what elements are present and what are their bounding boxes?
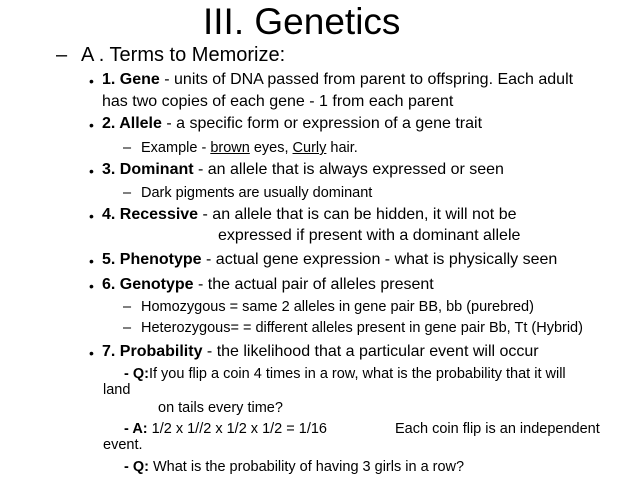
- bullet-genotype: •: [89, 278, 94, 294]
- section-dash: –: [56, 44, 68, 66]
- recessive-def-1: - an allele that is can be hidden, it will not be: [198, 206, 517, 223]
- example-prefix: Example -: [141, 140, 211, 156]
- question-1-text: If you flip a coin 4 times in a row, what is the probability that it will: [148, 366, 566, 382]
- page-title: III. Genetics: [203, 1, 401, 42]
- bullet-allele: •: [89, 117, 94, 133]
- dominant-dash: –: [123, 185, 132, 201]
- heterozygous-dash: –: [123, 320, 132, 336]
- gene-term: 1. Gene: [102, 71, 160, 88]
- genotype-line: [102, 275, 434, 295]
- gene-def-1: - units of DNA passed from parent to offspring. Each adult: [159, 71, 574, 88]
- question-1-line-1: [124, 365, 566, 383]
- answer-1-line-2: event.: [103, 437, 143, 453]
- bullet-dominant: •: [89, 163, 94, 179]
- allele-example: [141, 139, 358, 157]
- dominant-term: 3. Dominant: [102, 161, 194, 178]
- question-2-label: - Q:: [124, 459, 149, 475]
- question-1-label: - Q:: [124, 366, 149, 382]
- phenotype-term: 5. Phenotype: [102, 251, 202, 268]
- allele-line: [102, 114, 482, 134]
- example-suffix: hair.: [326, 140, 358, 156]
- probability-term: 7. Probability: [102, 343, 203, 360]
- answer-1-note: Each coin flip is an independent: [395, 421, 600, 437]
- question-2-text: What is the probability of having 3 girls in a row?: [148, 459, 465, 475]
- allele-term: 2. Allele: [102, 115, 162, 132]
- probability-def: - the likelihood that a particular event will occur: [202, 343, 539, 360]
- question-1-line-2: land: [103, 382, 131, 398]
- question-2-line: [124, 458, 464, 476]
- genotype-term: 6. Genotype: [102, 276, 194, 293]
- allele-def: - a specific form or expression of a gene trait: [161, 115, 483, 132]
- dominant-def: - an allele that is always expressed or seen: [193, 161, 504, 178]
- question-1-line-3: on tails every time?: [158, 400, 283, 416]
- gene-line-2: has two copies of each gene - 1 from each parent: [102, 93, 454, 110]
- recessive-term: 4. Recessive: [102, 206, 199, 223]
- dominant-line: [102, 160, 504, 180]
- bullet-phenotype: •: [89, 253, 94, 269]
- example-curly: Curly: [292, 140, 327, 156]
- probability-line: [102, 342, 539, 362]
- gene-line-1: [102, 70, 573, 90]
- recessive-line-2: expressed if present with a dominant allele: [218, 227, 521, 244]
- answer-1-line-1: [124, 420, 327, 438]
- phenotype-def: - actual gene expression - what is physically seen: [201, 251, 558, 268]
- homozygous-line: Homozygous = same 2 alleles in gene pair BB, bb (purebred): [141, 299, 534, 315]
- heterozygous-line: Heterozygous= = different alleles present in gene pair Bb, Tt (Hybrid): [141, 320, 583, 336]
- homozygous-dash: –: [123, 299, 132, 315]
- section-heading: A . Terms to Memorize:: [81, 44, 286, 66]
- bullet-gene: •: [89, 73, 94, 89]
- answer-1-label: - A:: [124, 421, 148, 437]
- answer-1-text: 1/2 x 1//2 x 1/2 x 1/2 = 1/16: [147, 421, 327, 437]
- phenotype-line: [102, 250, 557, 270]
- example-brown: brown: [210, 140, 250, 156]
- allele-dash: –: [123, 140, 132, 156]
- genotype-def: - the actual pair of alleles present: [193, 276, 434, 293]
- bullet-recessive: •: [89, 208, 94, 224]
- dominant-sub: Dark pigments are usually dominant: [141, 185, 373, 201]
- recessive-line-1: [102, 205, 517, 225]
- example-middle: eyes,: [249, 140, 293, 156]
- bullet-probability: •: [89, 345, 94, 361]
